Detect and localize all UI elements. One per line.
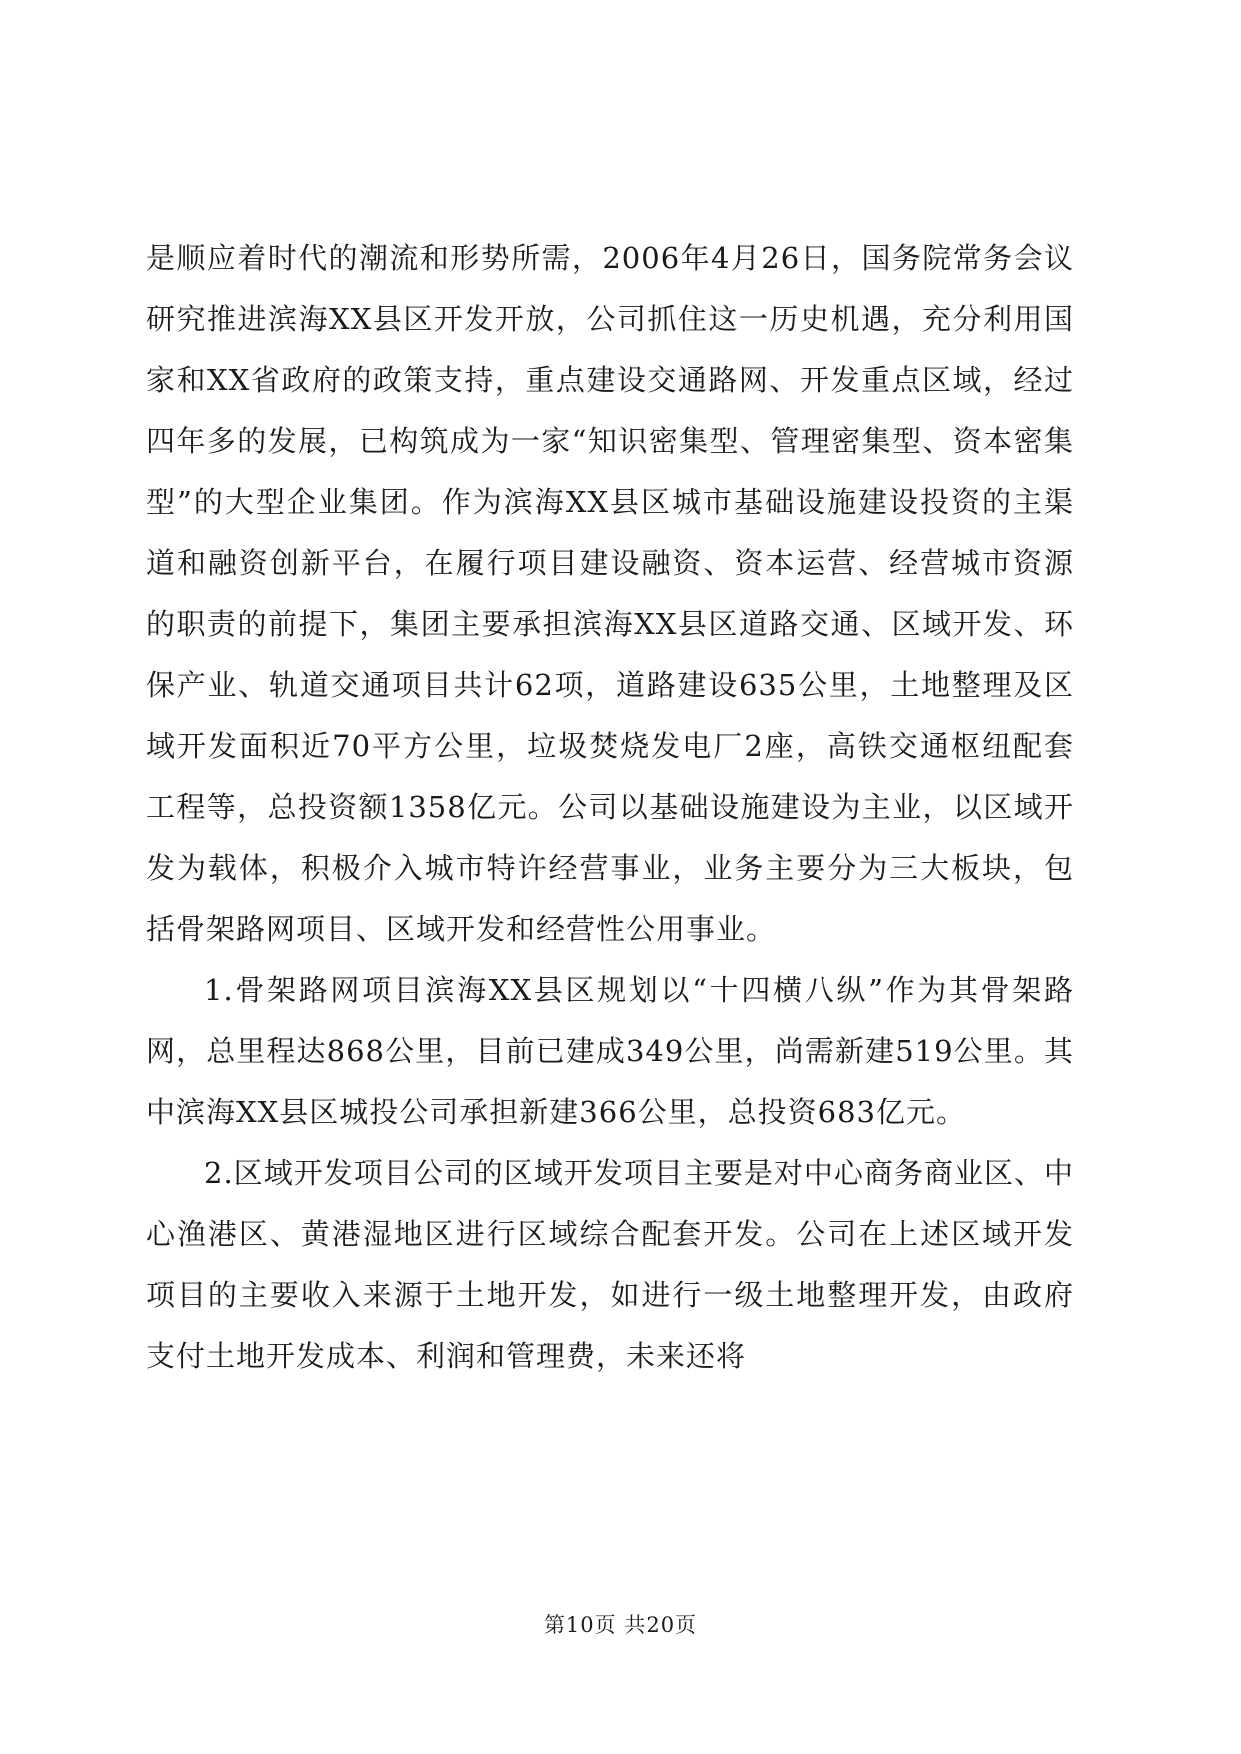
document-body <box>146 228 1074 1387</box>
paragraph-road-network: 1.骨架路网项目滨海XX县区规划以“十四横八纵”作为其骨架路网，总里程达868公里，目前已建成349公里，尚需新建519公里。其中滨海XX县区城投公司承担新建366公里，总投资683亿元。 <box>146 973 1074 1129</box>
paragraph-company-overview: 是顺应着时代的潮流和形势所需，2006年4月26日，国务院常务会议研究推进滨海XX县区开发开放，公司抓住这一历史机遇，充分利用国家和XX省政府的政策支持，重点建设交通路网、开发重点区域，经过四年多的发展，已构筑成为一家“知识密集型、管理密集型、资本密集型”的大型企业集团。作为滨海XX县区城市基础设施建设投资的主渠道和融资创新平台，在履行项目建设融资、资本运营、经营城市资源的职责的前提下，集团主要承担滨海XX县区道路交通、区域开发、环保产业、轨道交通项目共计62项，道路建设635公里，土地整理及区域开发面积近70平方公里，垃圾焚烧发电厂2座，高铁交通枢纽配套工程等，总投资额1358亿元。公司以基础设施建设为主业，以区域开发为载体，积极介入城市特许经营事业，业务主要分为三大板块，包括骨架路网项目、区域开发和经营性公用事业。 <box>146 241 1074 946</box>
page-number-footer: 第10页 共20页 <box>543 1613 698 1637</box>
paragraph-regional-development: 2.区域开发项目公司的区域开发项目主要是对中心商务商业区、中心渔港区、黄港湿地区进行区域综合配套开发。公司在上述区域开发项目的主要收入来源于土地开发，如进行一级土地整理开发，由政府支付土地开发成本、利润和管理费，未来还将 <box>146 1156 1074 1373</box>
